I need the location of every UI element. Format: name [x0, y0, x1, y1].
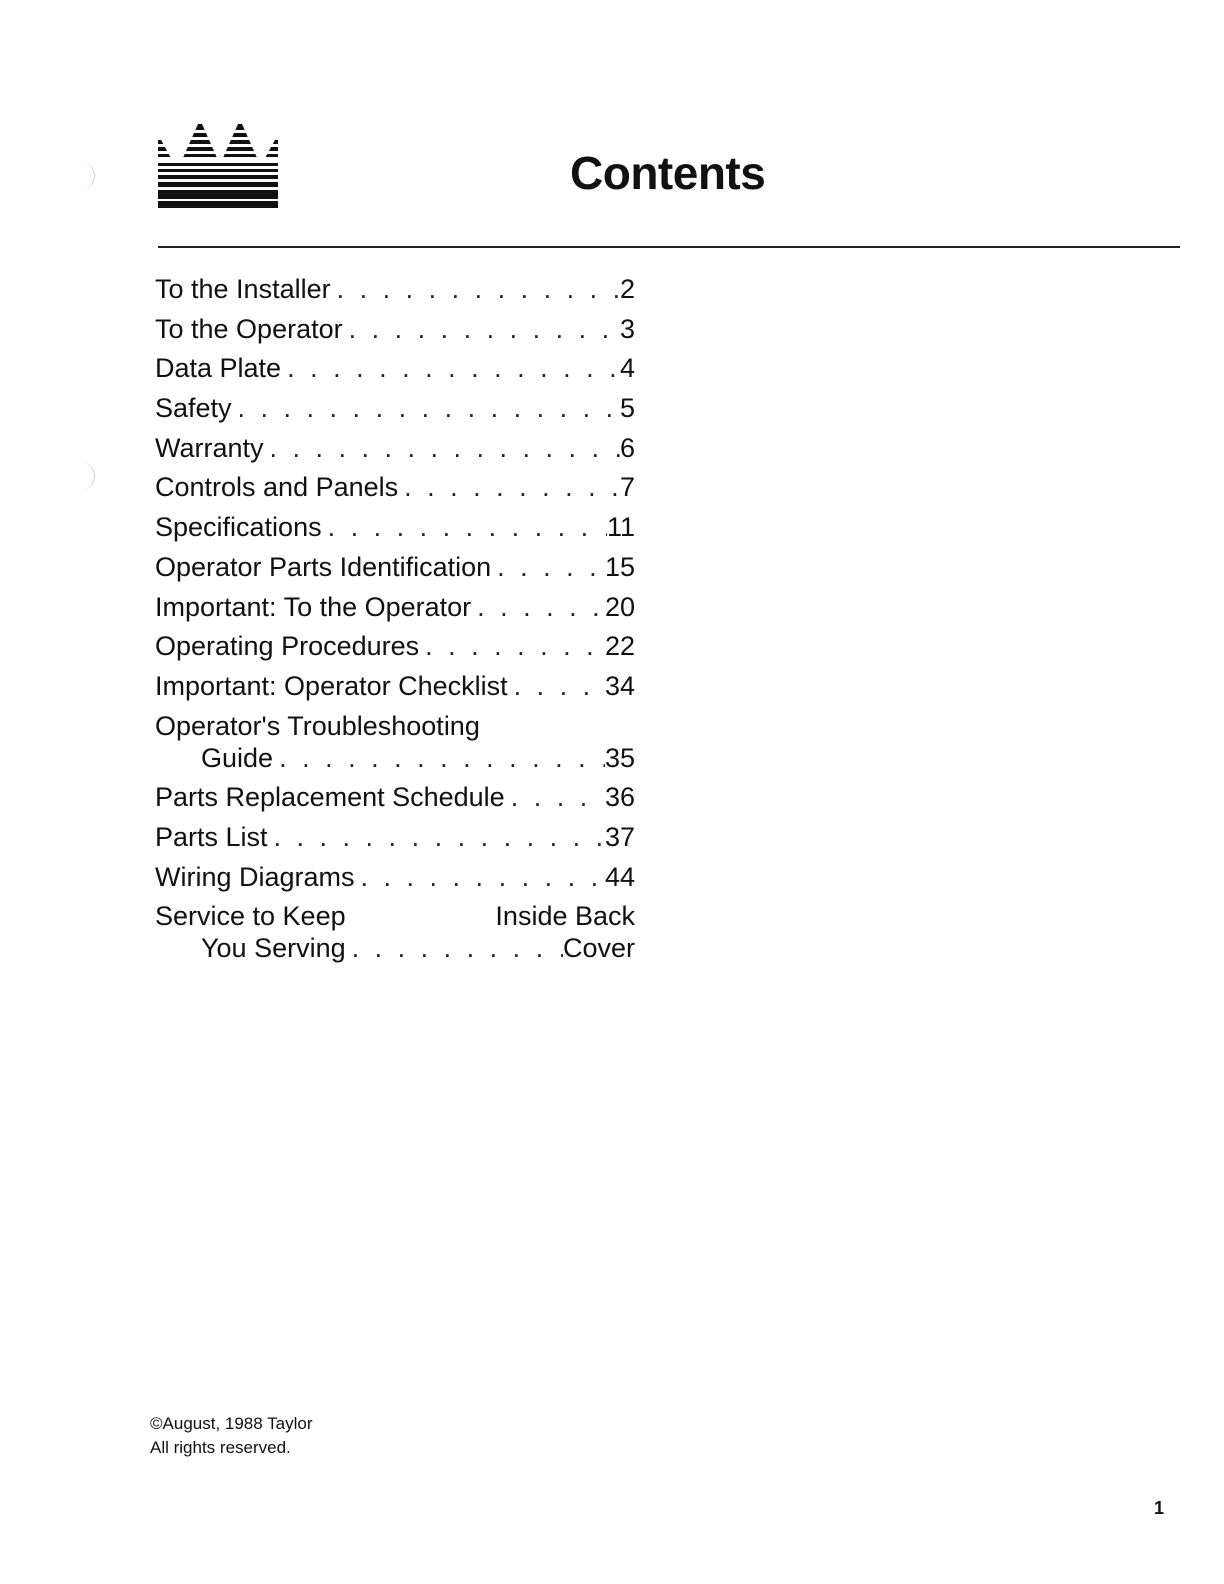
- toc-leader: [281, 353, 620, 384]
- toc-entry-operator[interactable]: [155, 314, 635, 354]
- toc-entry-service-cont[interactable]: [155, 933, 635, 973]
- toc-page: 6: [619, 432, 635, 463]
- toc-entry-wiring-diagrams[interactable]: [155, 862, 635, 902]
- toc-entry-safety[interactable]: [155, 393, 635, 433]
- toc-leader: [331, 274, 620, 305]
- binder-hole-mark: [78, 162, 95, 190]
- toc-page: 37: [604, 821, 635, 852]
- toc-entry-operating-procedures[interactable]: [155, 631, 635, 671]
- toc-entry-important-operator[interactable]: [155, 592, 635, 632]
- toc-entry-replacement-schedule[interactable]: [155, 782, 635, 822]
- toc-label: Parts List: [155, 821, 268, 852]
- toc-label: Operating Procedures: [155, 631, 420, 662]
- toc-leader: [273, 743, 605, 774]
- toc-leader: [346, 933, 563, 964]
- toc-entry-troubleshooting-cont[interactable]: [155, 743, 635, 783]
- toc-label: You Serving: [201, 933, 346, 964]
- table-of-contents: [155, 274, 635, 973]
- toc-label: To the Installer: [155, 274, 331, 304]
- toc-label: Important: To the Operator: [155, 591, 472, 622]
- toc-leader: [398, 472, 620, 503]
- toc-label: Specifications: [155, 512, 322, 543]
- toc-leader: [343, 314, 620, 345]
- toc-label: Data Plate: [155, 353, 282, 384]
- toc-page: 22: [604, 631, 635, 662]
- toc-label: To the Operator: [155, 313, 343, 344]
- toc-leader: [505, 782, 605, 813]
- toc-entry-specifications[interactable]: [155, 512, 635, 552]
- toc-entry-parts-list[interactable]: [155, 822, 635, 862]
- toc-page: 4: [619, 353, 635, 384]
- copyright-line: ©August, 1988 Taylor: [150, 1414, 313, 1433]
- toc-label: Guide: [201, 742, 274, 773]
- toc-page: 15: [604, 551, 635, 582]
- crown-logo-icon: [158, 124, 280, 210]
- toc-label: Safety: [155, 393, 232, 424]
- toc-page: 44: [604, 861, 635, 892]
- toc-leader: [419, 631, 605, 662]
- toc-leader: [471, 592, 605, 623]
- toc-leader: [268, 822, 605, 853]
- toc-entry-controls[interactable]: [155, 472, 635, 512]
- toc-leader: [232, 393, 620, 424]
- toc-label: Service to Keep: [155, 901, 346, 932]
- toc-label: Operator Parts Identification: [155, 551, 492, 582]
- toc-leader: [322, 512, 607, 543]
- toc-entry-data-plate[interactable]: [155, 353, 635, 393]
- toc-page: 5: [619, 393, 635, 424]
- toc-label: Parts Replacement Schedule: [155, 782, 505, 813]
- toc-page: 35: [604, 742, 635, 773]
- toc-entry-service[interactable]: [155, 901, 635, 933]
- toc-page: 36: [604, 782, 635, 813]
- toc-page: 11: [606, 512, 635, 543]
- toc-page: Inside Back: [495, 901, 635, 932]
- toc-label: Important: Operator Checklist: [155, 670, 508, 701]
- toc-page: 20: [604, 591, 635, 622]
- toc-leader: [508, 671, 605, 702]
- copyright-block: [150, 1412, 312, 1460]
- page-number: 1: [1154, 1498, 1165, 1518]
- rights-line: All rights reserved.: [150, 1438, 291, 1457]
- toc-label: Wiring Diagrams: [155, 861, 355, 892]
- toc-leader: [491, 552, 605, 583]
- page-title: Contents: [570, 147, 766, 199]
- toc-page: Cover: [562, 933, 635, 964]
- toc-page: 34: [604, 670, 635, 701]
- toc-entry-installer[interactable]: [155, 274, 635, 314]
- header-divider: [158, 246, 1180, 248]
- toc-page: 7: [619, 472, 635, 503]
- toc-entry-warranty[interactable]: [155, 433, 635, 473]
- toc-entry-parts-identification[interactable]: [155, 552, 635, 592]
- toc-leader: [264, 433, 620, 464]
- toc-entry-checklist[interactable]: [155, 671, 635, 711]
- toc-leader: [355, 862, 605, 893]
- toc-entry-troubleshooting[interactable]: [155, 711, 635, 743]
- toc-label: Warranty: [155, 432, 264, 463]
- toc-label: Operator's Troubleshooting: [155, 710, 480, 741]
- toc-page: 2: [619, 274, 635, 304]
- toc-label: Controls and Panels: [155, 472, 399, 503]
- binder-hole-mark: [78, 462, 95, 490]
- toc-page: 3: [619, 313, 635, 344]
